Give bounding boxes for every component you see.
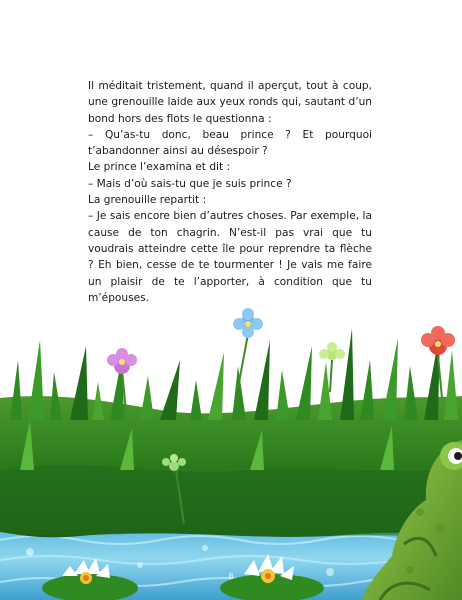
page-number: 8 bbox=[228, 572, 234, 581]
story-paragraph-6: – Je sais encore bien d’autres choses. Par exemple, la cause de ton chagrin. N’est-il pas vrai que tu voudrais atteindre cette île pour reprendre ta flèche ? Eh bien, cesse de te tourmenter ! Je vais me faire un plaisir de te l’apporter, à condition que tu m’épouses. bbox=[88, 210, 372, 304]
story-paragraph-2: – Qu’as-tu donc, beau prince ? Et pourquoi t’abandonner ainsi au désespoir ? bbox=[88, 128, 372, 158]
story-paragraph-3: Le prince l’examina et dit : bbox=[88, 161, 231, 174]
story-paragraph-1: Il méditait tristement, quand il aperçut, tout à coup, une grenouille laide aux yeux ronds qui, sautant d’un bond hors des flots le questionna : bbox=[88, 80, 372, 125]
story-paragraph-4: – Mais d’où sais-tu que je suis prince ? bbox=[88, 177, 292, 190]
story-paragraph-5: La grenouille repartit : bbox=[88, 194, 207, 207]
